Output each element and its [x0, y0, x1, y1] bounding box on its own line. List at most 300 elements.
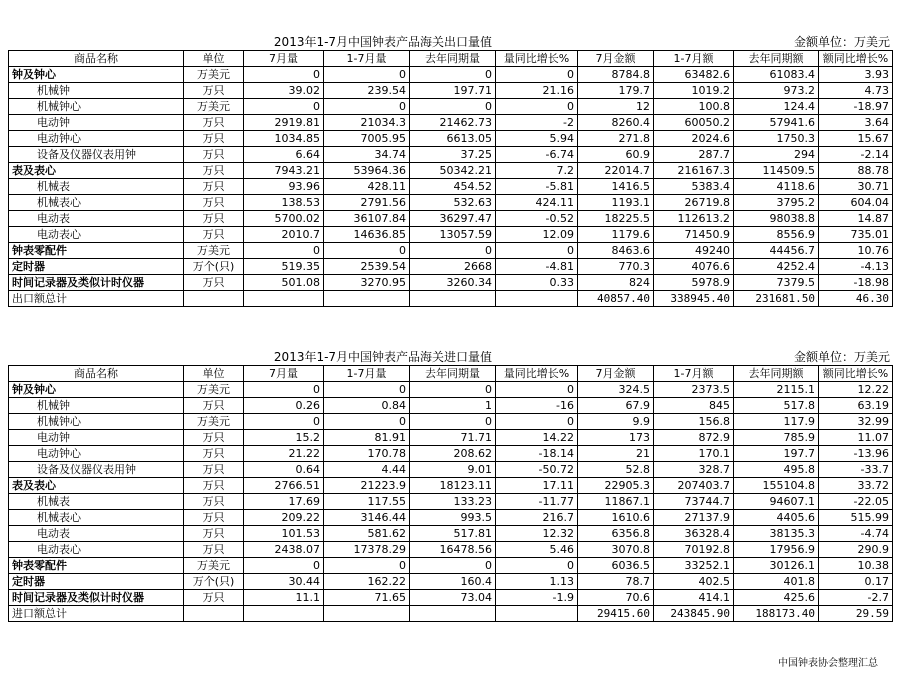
table-cell-qg: 12.09	[496, 227, 578, 243]
table-cell-aytd: 33252.1	[654, 558, 734, 574]
column-header: 1-7月量	[324, 366, 410, 382]
table-cell-aytd: 287.7	[654, 147, 734, 163]
table-cell-name: 机械表	[9, 494, 184, 510]
table-cell-ytd: 4.44	[324, 462, 410, 478]
table-cell-qg: 1.13	[496, 574, 578, 590]
table-cell-name: 电动钟	[9, 430, 184, 446]
table-cell-ytd: 2539.54	[324, 259, 410, 275]
table-cell-ag: -18.97	[819, 99, 893, 115]
table-cell-name: 电动表心	[9, 227, 184, 243]
table-cell-name: 钟表零配件	[9, 558, 184, 574]
total-cell-ag: 29.59	[819, 606, 893, 622]
table-cell-ytd: 0	[324, 99, 410, 115]
table-cell-name: 电动钟心	[9, 131, 184, 147]
table-cell-name: 表及表心	[9, 478, 184, 494]
table-cell-aytd: 71450.9	[654, 227, 734, 243]
table-cell-aytd: 170.1	[654, 446, 734, 462]
table-row	[9, 227, 893, 243]
table-cell-m7: 501.08	[244, 275, 324, 291]
table-cell-qg: -50.72	[496, 462, 578, 478]
table-cell-ytd: 0.84	[324, 398, 410, 414]
table-cell-m7: 0	[244, 382, 324, 398]
total-empty-cell	[496, 606, 578, 622]
table-cell-ag: 63.19	[819, 398, 893, 414]
table-cell-a7: 52.8	[578, 462, 654, 478]
table-cell-aytd: 63482.6	[654, 67, 734, 83]
table-cell-m7: 5700.02	[244, 211, 324, 227]
table-row	[9, 259, 893, 275]
column-header: 1-7月额	[654, 366, 734, 382]
table-cell-prev: 2668	[410, 259, 496, 275]
table-cell-unit: 万只	[184, 510, 244, 526]
total-empty-cell	[410, 606, 496, 622]
table-cell-qg: 0	[496, 382, 578, 398]
table-cell-prev: 71.71	[410, 430, 496, 446]
total-cell-aprev: 231681.50	[734, 291, 819, 307]
table-cell-aprev: 17956.9	[734, 542, 819, 558]
table-cell-ag: -13.96	[819, 446, 893, 462]
table-cell-qg: -16	[496, 398, 578, 414]
import-table-title: 2013年1-7月中国钟表产品海关进口量值	[273, 350, 493, 364]
table-row	[9, 446, 893, 462]
table-cell-ytd: 170.78	[324, 446, 410, 462]
table-cell-aprev: 785.9	[734, 430, 819, 446]
table-cell-prev: 21462.73	[410, 115, 496, 131]
table-cell-ag: 14.87	[819, 211, 893, 227]
table-row	[9, 430, 893, 446]
table-cell-name: 钟及钟心	[9, 67, 184, 83]
table-cell-name: 机械钟心	[9, 414, 184, 430]
table-row	[9, 558, 893, 574]
table-cell-unit: 万只	[184, 115, 244, 131]
table-cell-unit: 万只	[184, 163, 244, 179]
table-cell-m7: 1034.85	[244, 131, 324, 147]
total-empty-cell	[324, 606, 410, 622]
table-cell-prev: 0	[410, 99, 496, 115]
table-cell-prev: 0	[410, 382, 496, 398]
table-cell-a7: 6356.8	[578, 526, 654, 542]
table-cell-aprev: 44456.7	[734, 243, 819, 259]
table-cell-aprev: 197.7	[734, 446, 819, 462]
table-row	[9, 163, 893, 179]
table-cell-aytd: 4076.6	[654, 259, 734, 275]
table-cell-qg: 0	[496, 414, 578, 430]
table-cell-unit: 万个(只)	[184, 259, 244, 275]
table-cell-ag: -22.05	[819, 494, 893, 510]
import-titlebar	[8, 349, 892, 365]
total-empty-cell	[184, 606, 244, 622]
table-cell-m7: 7943.21	[244, 163, 324, 179]
column-header: 单位	[184, 51, 244, 67]
table-cell-ag: 515.99	[819, 510, 893, 526]
table-cell-a7: 78.7	[578, 574, 654, 590]
table-cell-aytd: 5978.9	[654, 275, 734, 291]
table-cell-aytd: 872.9	[654, 430, 734, 446]
total-cell-a7: 40857.40	[578, 291, 654, 307]
table-cell-m7: 519.35	[244, 259, 324, 275]
table-cell-m7: 0.64	[244, 462, 324, 478]
column-header: 7月量	[244, 366, 324, 382]
table-cell-ag: 88.78	[819, 163, 893, 179]
table-cell-aprev: 4405.6	[734, 510, 819, 526]
table-cell-aprev: 57941.6	[734, 115, 819, 131]
table-row	[9, 590, 893, 606]
table-cell-aytd: 100.8	[654, 99, 734, 115]
column-header: 商品名称	[9, 51, 184, 67]
table-cell-aprev: 30126.1	[734, 558, 819, 574]
table-cell-ag: 12.22	[819, 382, 893, 398]
table-cell-prev: 532.63	[410, 195, 496, 211]
table-cell-qg: 0	[496, 99, 578, 115]
table-cell-aprev: 155104.8	[734, 478, 819, 494]
table-cell-qg: 0	[496, 558, 578, 574]
table-cell-qg: -18.14	[496, 446, 578, 462]
table-cell-aprev: 425.6	[734, 590, 819, 606]
table-cell-prev: 454.52	[410, 179, 496, 195]
table-cell-m7: 2919.81	[244, 115, 324, 131]
table-cell-a7: 18225.5	[578, 211, 654, 227]
table-cell-unit: 万只	[184, 211, 244, 227]
table-cell-ag: 3.64	[819, 115, 893, 131]
table-cell-ytd: 3146.44	[324, 510, 410, 526]
table-cell-name: 机械表	[9, 179, 184, 195]
table-cell-ytd: 162.22	[324, 574, 410, 590]
table-row	[9, 131, 893, 147]
table-row	[9, 478, 893, 494]
export-header-row	[9, 51, 893, 67]
table-cell-aprev: 4118.6	[734, 179, 819, 195]
table-cell-unit: 万美元	[184, 99, 244, 115]
table-cell-ytd: 3270.95	[324, 275, 410, 291]
table-row	[9, 115, 893, 131]
table-cell-aytd: 5383.4	[654, 179, 734, 195]
table-cell-a7: 9.9	[578, 414, 654, 430]
table-cell-aprev: 114509.5	[734, 163, 819, 179]
table-row	[9, 67, 893, 83]
table-cell-unit: 万只	[184, 526, 244, 542]
table-cell-prev: 13057.59	[410, 227, 496, 243]
export-section	[8, 34, 892, 307]
table-cell-aprev: 61083.4	[734, 67, 819, 83]
column-header: 量同比增长%	[496, 366, 578, 382]
table-cell-name: 钟表零配件	[9, 243, 184, 259]
table-cell-qg: 7.2	[496, 163, 578, 179]
table-cell-qg: -5.81	[496, 179, 578, 195]
table-cell-aytd: 216167.3	[654, 163, 734, 179]
table-row	[9, 211, 893, 227]
table-cell-name: 定时器	[9, 259, 184, 275]
table-cell-qg: 424.11	[496, 195, 578, 211]
table-cell-qg: -11.77	[496, 494, 578, 510]
table-cell-prev: 3260.34	[410, 275, 496, 291]
table-cell-ag: 33.72	[819, 478, 893, 494]
table-cell-aytd: 112613.2	[654, 211, 734, 227]
table-cell-aprev: 2115.1	[734, 382, 819, 398]
column-header: 额同比增长%	[819, 51, 893, 67]
table-cell-ytd: 81.91	[324, 430, 410, 446]
table-cell-a7: 173	[578, 430, 654, 446]
table-row	[9, 195, 893, 211]
table-cell-unit: 万只	[184, 542, 244, 558]
table-cell-m7: 2010.7	[244, 227, 324, 243]
table-row	[9, 382, 893, 398]
table-cell-m7: 0	[244, 414, 324, 430]
column-header: 额同比增长%	[819, 366, 893, 382]
table-cell-ag: 290.9	[819, 542, 893, 558]
table-cell-qg: -2	[496, 115, 578, 131]
total-row	[9, 606, 893, 622]
table-cell-unit: 万只	[184, 430, 244, 446]
table-cell-aytd: 73744.7	[654, 494, 734, 510]
table-row	[9, 398, 893, 414]
table-cell-aprev: 8556.9	[734, 227, 819, 243]
table-cell-m7: 15.2	[244, 430, 324, 446]
table-cell-ag: -2.14	[819, 147, 893, 163]
table-row	[9, 243, 893, 259]
table-cell-aytd: 27137.9	[654, 510, 734, 526]
table-cell-unit: 万只	[184, 227, 244, 243]
table-cell-qg: 0	[496, 67, 578, 83]
table-cell-a7: 770.3	[578, 259, 654, 275]
table-row	[9, 526, 893, 542]
table-cell-prev: 208.62	[410, 446, 496, 462]
table-cell-aytd: 156.8	[654, 414, 734, 430]
total-cell-a7: 29415.60	[578, 606, 654, 622]
table-cell-ag: 32.99	[819, 414, 893, 430]
table-cell-ag: 604.04	[819, 195, 893, 211]
total-empty-cell	[244, 291, 324, 307]
table-cell-prev: 73.04	[410, 590, 496, 606]
table-cell-a7: 6036.5	[578, 558, 654, 574]
table-cell-name: 钟及钟心	[9, 382, 184, 398]
table-cell-a7: 271.8	[578, 131, 654, 147]
table-cell-a7: 1610.6	[578, 510, 654, 526]
table-cell-m7: 138.53	[244, 195, 324, 211]
table-cell-aytd: 207403.7	[654, 478, 734, 494]
table-cell-unit: 万只	[184, 398, 244, 414]
table-cell-prev: 160.4	[410, 574, 496, 590]
table-cell-qg: 14.22	[496, 430, 578, 446]
column-header: 单位	[184, 366, 244, 382]
table-cell-unit: 万只	[184, 275, 244, 291]
table-cell-prev: 1	[410, 398, 496, 414]
table-cell-ag: 0.17	[819, 574, 893, 590]
table-cell-m7: 6.64	[244, 147, 324, 163]
table-row	[9, 542, 893, 558]
import-header-row	[9, 366, 893, 382]
table-cell-name: 时间记录器及类似计时仪器	[9, 590, 184, 606]
table-cell-aytd: 70192.8	[654, 542, 734, 558]
table-cell-ag: -4.74	[819, 526, 893, 542]
table-cell-name: 设备及仪器仪表用钟	[9, 462, 184, 478]
table-cell-unit: 万只	[184, 195, 244, 211]
table-cell-ytd: 34.74	[324, 147, 410, 163]
table-cell-a7: 67.9	[578, 398, 654, 414]
table-cell-name: 机械表心	[9, 195, 184, 211]
table-cell-name: 电动表心	[9, 542, 184, 558]
table-cell-aprev: 124.4	[734, 99, 819, 115]
table-cell-unit: 万美元	[184, 414, 244, 430]
table-cell-ytd: 21034.3	[324, 115, 410, 131]
table-cell-prev: 0	[410, 67, 496, 83]
column-header: 1-7月量	[324, 51, 410, 67]
table-cell-m7: 0	[244, 243, 324, 259]
table-row	[9, 462, 893, 478]
table-cell-m7: 209.22	[244, 510, 324, 526]
table-cell-ytd: 17378.29	[324, 542, 410, 558]
column-header: 去年同期量	[410, 366, 496, 382]
table-cell-qg: 12.32	[496, 526, 578, 542]
table-cell-m7: 2766.51	[244, 478, 324, 494]
total-cell-aytd: 338945.40	[654, 291, 734, 307]
table-cell-m7: 0	[244, 67, 324, 83]
table-cell-prev: 133.23	[410, 494, 496, 510]
table-row	[9, 147, 893, 163]
table-cell-name: 电动表	[9, 211, 184, 227]
table-cell-unit: 万只	[184, 462, 244, 478]
table-cell-aytd: 1019.2	[654, 83, 734, 99]
table-cell-m7: 17.69	[244, 494, 324, 510]
table-cell-unit: 万美元	[184, 382, 244, 398]
table-cell-qg: 0.33	[496, 275, 578, 291]
table-cell-ytd: 0	[324, 414, 410, 430]
table-cell-aprev: 401.8	[734, 574, 819, 590]
table-cell-qg: -4.81	[496, 259, 578, 275]
export-table	[8, 50, 893, 307]
table-cell-unit: 万只	[184, 494, 244, 510]
table-cell-name: 电动表	[9, 526, 184, 542]
table-cell-a7: 22905.3	[578, 478, 654, 494]
table-cell-unit: 万只	[184, 590, 244, 606]
table-cell-prev: 993.5	[410, 510, 496, 526]
table-cell-m7: 39.02	[244, 83, 324, 99]
table-cell-prev: 517.81	[410, 526, 496, 542]
table-cell-aprev: 117.9	[734, 414, 819, 430]
table-cell-unit: 万只	[184, 478, 244, 494]
table-cell-a7: 3070.8	[578, 542, 654, 558]
table-cell-aprev: 517.8	[734, 398, 819, 414]
table-cell-a7: 11867.1	[578, 494, 654, 510]
table-row	[9, 494, 893, 510]
table-cell-a7: 8260.4	[578, 115, 654, 131]
table-cell-ag: -33.7	[819, 462, 893, 478]
total-empty-cell	[184, 291, 244, 307]
table-cell-unit: 万只	[184, 147, 244, 163]
table-cell-ag: -2.7	[819, 590, 893, 606]
table-cell-aprev: 3795.2	[734, 195, 819, 211]
table-cell-a7: 1179.6	[578, 227, 654, 243]
column-header: 去年同期额	[734, 366, 819, 382]
table-cell-m7: 21.22	[244, 446, 324, 462]
table-cell-name: 电动钟	[9, 115, 184, 131]
table-cell-name: 电动钟心	[9, 446, 184, 462]
table-cell-ag: -18.98	[819, 275, 893, 291]
column-header: 1-7月额	[654, 51, 734, 67]
export-currency-unit: 金额单位：万美元	[793, 35, 890, 49]
table-cell-a7: 824	[578, 275, 654, 291]
total-cell-aprev: 188173.40	[734, 606, 819, 622]
table-cell-a7: 1193.1	[578, 195, 654, 211]
table-cell-prev: 50342.21	[410, 163, 496, 179]
table-cell-ytd: 0	[324, 67, 410, 83]
total-cell-ag: 46.30	[819, 291, 893, 307]
table-cell-ytd: 14636.85	[324, 227, 410, 243]
column-header: 7月金额	[578, 366, 654, 382]
table-cell-m7: 0	[244, 99, 324, 115]
total-empty-cell	[496, 291, 578, 307]
total-row	[9, 291, 893, 307]
table-cell-name: 机械钟	[9, 398, 184, 414]
total-empty-cell	[324, 291, 410, 307]
table-cell-aytd: 36328.4	[654, 526, 734, 542]
table-cell-prev: 0	[410, 243, 496, 259]
table-cell-prev: 18123.11	[410, 478, 496, 494]
footer-note: 中国钟表协会整理汇总	[778, 658, 878, 669]
table-cell-ytd: 0	[324, 558, 410, 574]
column-header: 7月量	[244, 51, 324, 67]
table-cell-unit: 万美元	[184, 558, 244, 574]
table-cell-a7: 22014.7	[578, 163, 654, 179]
table-cell-ytd: 21223.9	[324, 478, 410, 494]
import-section	[8, 349, 892, 622]
table-row	[9, 510, 893, 526]
table-cell-ag: 11.07	[819, 430, 893, 446]
table-cell-a7: 8463.6	[578, 243, 654, 259]
table-cell-m7: 2438.07	[244, 542, 324, 558]
table-cell-name: 机械钟心	[9, 99, 184, 115]
table-cell-m7: 93.96	[244, 179, 324, 195]
table-cell-a7: 21	[578, 446, 654, 462]
table-cell-qg: -1.9	[496, 590, 578, 606]
table-cell-ag: 4.73	[819, 83, 893, 99]
table-cell-a7: 12	[578, 99, 654, 115]
table-cell-ytd: 581.62	[324, 526, 410, 542]
table-cell-aytd: 328.7	[654, 462, 734, 478]
table-cell-prev: 197.71	[410, 83, 496, 99]
table-cell-ag: 3.93	[819, 67, 893, 83]
table-cell-qg: 0	[496, 243, 578, 259]
import-table	[8, 365, 893, 622]
table-cell-name: 设备及仪器仪表用钟	[9, 147, 184, 163]
table-cell-unit: 万只	[184, 179, 244, 195]
table-cell-aprev: 38135.3	[734, 526, 819, 542]
table-cell-ag: 30.71	[819, 179, 893, 195]
table-cell-aytd: 402.5	[654, 574, 734, 590]
import-currency-unit: 金额单位：万美元	[793, 350, 890, 364]
table-cell-prev: 0	[410, 558, 496, 574]
table-cell-aprev: 4252.4	[734, 259, 819, 275]
table-cell-prev: 9.01	[410, 462, 496, 478]
table-cell-a7: 179.7	[578, 83, 654, 99]
table-row	[9, 99, 893, 115]
table-cell-aytd: 414.1	[654, 590, 734, 606]
table-cell-ag: -4.13	[819, 259, 893, 275]
table-cell-name: 时间记录器及类似计时仪器	[9, 275, 184, 291]
table-cell-ag: 10.38	[819, 558, 893, 574]
table-cell-ytd: 2791.56	[324, 195, 410, 211]
table-cell-ag: 735.01	[819, 227, 893, 243]
table-cell-ytd: 7005.95	[324, 131, 410, 147]
table-cell-unit: 万只	[184, 446, 244, 462]
total-empty-cell	[410, 291, 496, 307]
table-cell-qg: 17.11	[496, 478, 578, 494]
table-cell-aprev: 495.8	[734, 462, 819, 478]
table-cell-name: 定时器	[9, 574, 184, 590]
total-empty-cell	[244, 606, 324, 622]
table-cell-a7: 324.5	[578, 382, 654, 398]
column-header: 7月金额	[578, 51, 654, 67]
table-cell-unit: 万个(只)	[184, 574, 244, 590]
